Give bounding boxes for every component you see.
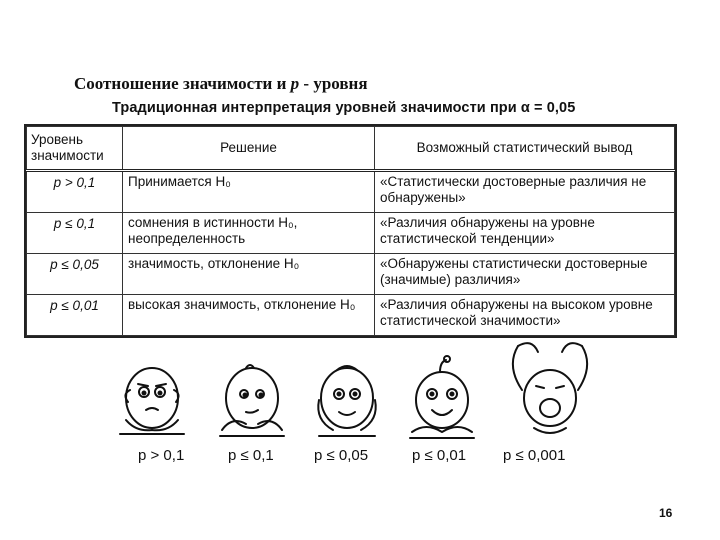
table-row — [27, 213, 675, 254]
decision-cell: Принимается H₀ — [123, 171, 375, 213]
level-cell: p ≤ 0,1 — [27, 213, 123, 254]
decision-cell: сомнения в истинности H₀, неопределенность — [123, 213, 375, 254]
uncertain-face-icon — [220, 365, 284, 436]
decision-cell: значимость, отклонение H₀ — [123, 254, 375, 295]
conclusion-cell: «Обнаружены статистически достоверные (значимые) различия» — [375, 254, 675, 295]
pleased-face-icon — [410, 356, 474, 438]
level-cell: p ≤ 0,05 — [27, 254, 123, 295]
significance-table — [24, 124, 677, 338]
header-level: Уровень значимости — [27, 127, 123, 171]
table-row — [27, 295, 675, 336]
table-caption: Традиционная интерпретация уровней значимости при α = 0,05 — [112, 100, 576, 116]
faces-illustration — [110, 340, 610, 460]
face-caption: p ≤ 0,001 — [503, 447, 566, 464]
doubtful-face-icon — [120, 368, 184, 434]
interested-face-icon — [318, 366, 375, 436]
face-caption: p ≤ 0,05 — [314, 447, 369, 464]
level-cell: p > 0,1 — [27, 171, 123, 213]
conclusion-cell: «Статистически достоверные различия не обнаружены» — [375, 171, 675, 213]
slide-title — [74, 74, 368, 94]
face-caption: p ≤ 0,1 — [228, 447, 274, 464]
faces-captions — [0, 447, 720, 471]
page-number: 16 — [659, 506, 673, 520]
title-text: Соотношение значимости и — [74, 74, 291, 93]
face-caption: p > 0,1 — [138, 447, 185, 464]
conclusion-cell: «Различия обнаружены на уровне статистической тенденции» — [375, 213, 675, 254]
decision-cell: высокая значимость, отклонение H₀ — [123, 295, 375, 336]
header-decision: Решение — [123, 127, 375, 171]
table-row — [27, 171, 675, 213]
level-cell: p ≤ 0,01 — [27, 295, 123, 336]
conclusion-cell: «Различия обнаружены на высоком уровне статистической значимости» — [375, 295, 675, 336]
jubilant-face-icon — [513, 343, 587, 433]
header-conclusion: Возможный статистический вывод — [375, 127, 675, 171]
face-caption: p ≤ 0,01 — [412, 447, 467, 464]
table-row — [27, 254, 675, 295]
title-p-letter: р — [290, 74, 300, 93]
title-text-end: - уровня — [299, 74, 368, 93]
